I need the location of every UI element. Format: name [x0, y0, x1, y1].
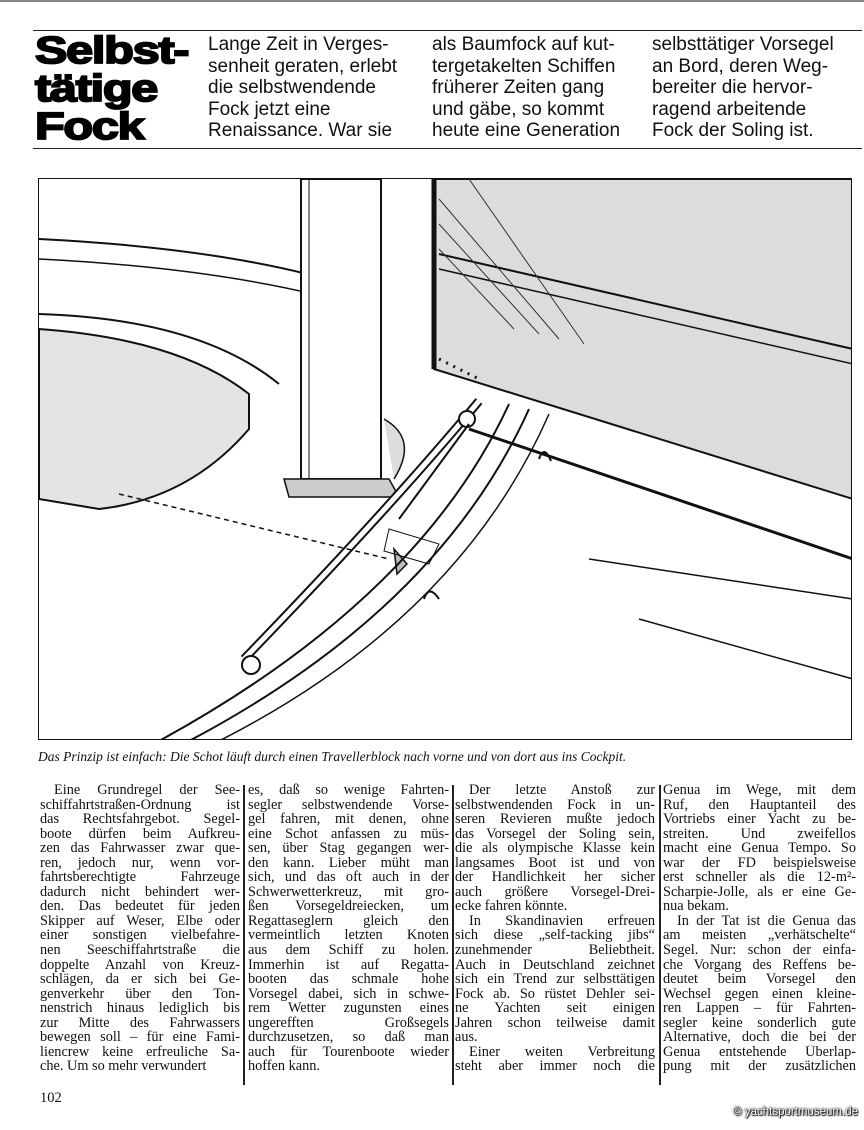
- illustration-caption: Das Prinzip ist einfach: Die Schot läuft durch einen Travellerblock nach vorne und von dort aus ins Cockpit.: [38, 749, 627, 764]
- intro-line: früherer Zeiten gang: [432, 77, 605, 98]
- intro-line: selbsttätiger Vorsegel: [652, 34, 834, 55]
- text-line: Scharpie-Jolle, als er eine Ge-: [663, 884, 856, 900]
- text-line: genverkehr über den Ton-: [40, 986, 240, 1002]
- intro-line: Fock jetzt eine: [208, 98, 331, 120]
- text-line: ßen Vorsegeldreiecken, um: [248, 899, 449, 914]
- intro-line: Fock der Soling ist.: [652, 120, 814, 141]
- intro-line: Renaissance. War sie: [208, 120, 393, 141]
- text-line: den kann. Lieber müht man: [248, 855, 449, 871]
- paragraph: [663, 914, 856, 1074]
- text-line: auch größere Vorsegel-Drei-: [455, 884, 655, 900]
- text-line: segler selbstwendende Vorse-: [248, 797, 449, 813]
- paragraph: [663, 783, 856, 914]
- text-line: che Vorgang des Reffens be-: [663, 957, 856, 973]
- text-line: es, daß so wenige Fahrten-: [248, 783, 449, 798]
- text-line: Vortriebs einer Yacht zu be-: [663, 812, 856, 827]
- title-line: Fock: [35, 106, 144, 148]
- text-line: langsames Boot ist und von: [455, 855, 655, 871]
- text-line: Fock ab. So rüstet Dehler sei-: [455, 986, 655, 1002]
- text-line: sich ein Trend zur selbsttätigen: [455, 972, 655, 987]
- text-line: In der Tat ist die Genua das: [677, 913, 856, 929]
- title-line: tätige: [35, 68, 158, 110]
- text-line: erst schneller als die 12-m²-: [663, 870, 856, 885]
- text-line: che. Um so mehr verwundert: [40, 1059, 207, 1074]
- text-line: liencrew keine erfreuliche Sa-: [40, 1044, 240, 1060]
- text-line: Segel. Nur: schon der einfa-: [663, 943, 856, 958]
- text-line: das Vorsegel der Soling sein,: [455, 826, 655, 842]
- text-line: das Rechtsfahrgebot. Segel-: [40, 812, 240, 827]
- text-line: Genua entstehende Überlap-: [663, 1044, 856, 1060]
- text-line: die als olympische Klasse kein: [455, 841, 655, 856]
- text-line: eine Schot anfassen zu müs-: [248, 826, 449, 842]
- title-line: Selbst-: [35, 30, 189, 72]
- text-line: sich, und das oft auch in der: [248, 870, 449, 885]
- paragraph: [455, 783, 655, 914]
- column-rule: [243, 785, 245, 1085]
- intro-line: die selbstwendende: [208, 77, 376, 98]
- text-line: Genua im Wege, mit dem: [663, 783, 856, 798]
- text-line: seren Revieren mußte jedoch: [455, 812, 655, 827]
- text-line: nua bekam.: [663, 899, 729, 914]
- body-column-2: [248, 783, 449, 1074]
- text-line: schiffahrtstraßen-Ordnung ist: [40, 797, 240, 813]
- intro-line: als Baumfock auf kut-: [432, 34, 615, 55]
- text-line: Immerhin ist auf Regatta-: [248, 957, 449, 973]
- text-line: vermeintlich letzten Knoten: [248, 928, 449, 944]
- text-line: den. Das bedeutet für jeden: [40, 899, 240, 914]
- intro-column-2: [432, 34, 620, 142]
- text-line: nen Seeschiffahrtstraße die: [40, 943, 240, 958]
- text-line: sich diese „self-tacking jibs“: [455, 928, 655, 944]
- intro-column-3: [652, 34, 834, 142]
- intro-line: heute eine Generation: [432, 120, 621, 141]
- paragraph: [40, 783, 240, 1074]
- intro-line: tergetakelten Schiffen: [432, 55, 616, 77]
- intro-line: Lange Zeit in Verges-: [208, 34, 389, 55]
- text-line: sen, über Stag gegangen wer-: [248, 841, 449, 856]
- text-line: nenstrich hinaus lediglich bis: [40, 1001, 240, 1016]
- column-rule: [659, 785, 661, 1085]
- text-line: zunehmender Beliebtheit.: [455, 943, 655, 958]
- text-line: steht aber immer noch die: [455, 1059, 655, 1074]
- intro-line: bereiter die hervor-: [652, 77, 813, 98]
- intro-line: ragend arbeitende: [652, 98, 807, 120]
- text-line: rem Wetter zugunsten eines: [248, 1001, 449, 1016]
- text-line: pung mit der zusätzlichen: [663, 1059, 856, 1074]
- self-tacking-jib-illustration: [38, 178, 852, 740]
- text-line: auch für Tourenboote wieder: [248, 1044, 449, 1060]
- text-line: zen das Fahrwasser zwar que-: [40, 841, 240, 856]
- text-line: fahrtsberechtigte Fahrzeuge: [40, 870, 240, 885]
- paragraph: [248, 783, 449, 1074]
- body-column-4: [663, 783, 856, 1074]
- text-line: deutet beim Vorsegel den: [663, 972, 856, 987]
- paragraph: [455, 1045, 655, 1074]
- text-line: ungerefften Großsegels: [248, 1015, 449, 1031]
- text-line: ren, jedoch nur, wenn vor-: [40, 855, 240, 871]
- article-header: [33, 30, 862, 149]
- page-top-edge: [0, 0, 864, 2]
- text-line: ecke fahren könnte.: [455, 899, 568, 914]
- intro-column-1: [208, 34, 397, 142]
- text-line: war der FD beispielsweise: [663, 855, 856, 871]
- text-line: macht eine Genua Tempo. So: [663, 841, 856, 856]
- text-line: Schwerwetterkreuz, mit gro-: [248, 884, 449, 900]
- text-line: doppelte Anzahl von Kreuz-: [40, 957, 240, 973]
- column-rule: [452, 785, 454, 1085]
- intro-line: an Bord, deren Weg-: [652, 55, 829, 77]
- text-line: am meisten „verhätschelte“: [663, 928, 856, 944]
- text-line: durchzusetzen, so daß man: [248, 1030, 449, 1045]
- intro-line: senheit geraten, erlebt: [208, 55, 398, 77]
- text-line: Auch in Deutschland zeichnet: [455, 957, 655, 973]
- text-line: In Skandinavien erfreuen: [469, 913, 655, 929]
- text-line: segler keine sonderlich gute: [663, 1015, 856, 1031]
- text-line: Regattaseglern gleich den: [248, 913, 449, 929]
- text-line: ne Yachten seit einigen: [455, 1001, 655, 1016]
- illustration-drawing: [39, 179, 852, 740]
- text-line: booten das schmale hohe: [248, 972, 449, 987]
- text-line: Wechsel gegen einen kleine-: [663, 986, 856, 1002]
- text-line: Vorsegel dabei, sich in schwe-: [248, 986, 449, 1002]
- paragraph: [455, 914, 655, 1045]
- text-line: aus dem Schiff zu holen.: [248, 943, 449, 958]
- text-line: streiten. Und zweifellos: [663, 826, 856, 842]
- text-line: Der letzte Anstoß zur: [469, 783, 655, 798]
- text-line: dadurch nicht behindert wer-: [40, 884, 240, 900]
- article-title: [35, 32, 201, 146]
- text-line: selbstwendenden Fock in un-: [455, 797, 655, 813]
- text-line: boote dürfen beim Aufkreu-: [40, 826, 240, 842]
- text-line: hoffen kann.: [248, 1059, 320, 1074]
- text-line: der Handlichkeit her sicher: [455, 870, 655, 885]
- text-line: einer sonstigen vielbefahre-: [40, 928, 240, 944]
- text-line: Eine Grundregel der See-: [54, 783, 240, 798]
- text-line: aus.: [455, 1030, 478, 1045]
- intro-line: und gäbe, so kommt: [432, 98, 605, 120]
- text-line: Skipper auf Weser, Elbe oder: [40, 913, 240, 929]
- page-number: 102: [40, 1090, 62, 1106]
- body-column-1: [40, 783, 240, 1074]
- text-line: Jahren schon teilweise damit: [455, 1015, 655, 1031]
- text-line: Einer weiten Verbreitung: [469, 1044, 655, 1060]
- watermark: © yachtsportmuseum.de: [733, 1106, 858, 1118]
- text-line: zur Mitte des Fahrwassers: [40, 1015, 240, 1031]
- text-line: bewegen soll – für eine Fami-: [40, 1030, 240, 1045]
- text-line: Ruf, den Hauptanteil des: [663, 797, 856, 813]
- text-line: gel fahren, mit denen, ohne: [248, 812, 449, 827]
- body-column-3: [455, 783, 655, 1074]
- text-line: schlägen, da er sich bei Ge-: [40, 972, 240, 987]
- text-line: Alternative, doch die bei der: [663, 1030, 856, 1045]
- text-line: ren Lappen – für Fahrten-: [663, 1001, 856, 1016]
